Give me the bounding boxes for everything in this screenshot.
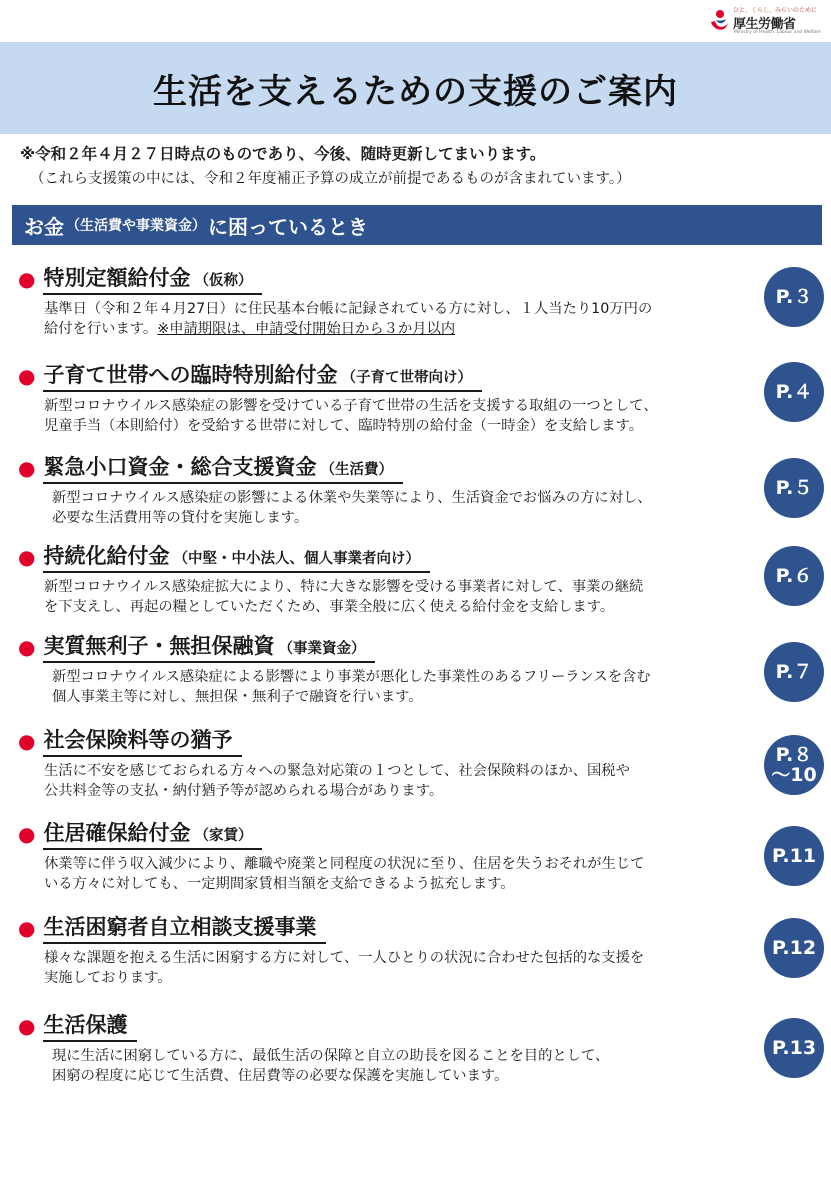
section-header-part2: （生活費や事業資金）	[66, 218, 206, 234]
item-title: 生活困窮者自立相談支援事業	[43, 911, 326, 944]
support-item-interest-free-loan	[18, 630, 738, 707]
item-title: 住居確保給付金 （家賃）	[43, 817, 262, 850]
page-ref-3[interactable]: P.３	[764, 267, 824, 327]
logo-tagline: ひと、くらし、みらいのために	[733, 7, 818, 14]
item-description: 基準日（令和２年４月27日）に住民基本台帳に記録されている方に対し、１人当たり10万円の 給付を行います。※申請期限は、申請受付開始日から３か月以内	[44, 301, 653, 337]
section-header-part1: お金	[24, 214, 64, 239]
support-item-independence-consultation	[18, 911, 738, 988]
page-ref-7[interactable]: P.７	[764, 642, 824, 702]
support-item-emergency-loan	[18, 451, 738, 528]
bullet-icon: ●	[18, 1014, 36, 1038]
item-description: 現に生活に困窮している方に、最低生活の保障と自立の助長を図ることを目的として、 困窮の程度に応じて生活費、住居費等の必要な保護を実施しています。	[52, 1048, 610, 1084]
section-header-part3: に困っているとき	[208, 214, 368, 239]
item-description: 新型コロナウイルス感染症拡大により、特に大きな影響を受ける事業者に対して、事業の継続 を下支えし、再起の糧としていただくため、事業全般に広く使える給付金を支給します。	[44, 579, 644, 615]
item-description: 休業等に伴う収入減少により、離職や廃業と同程度の状況に至り、住居を失うおそれが生じて いる方々に対しても、一定期間家賃相当額を支給できるよう拡充します。	[44, 856, 645, 892]
bullet-icon: ●	[18, 364, 36, 388]
page-ref-5[interactable]: P.５	[764, 458, 824, 518]
page-ref-4[interactable]: P.４	[764, 362, 824, 422]
bullet-icon: ●	[18, 545, 36, 569]
item-title: 社会保険料等の猶予	[43, 724, 242, 757]
item-title: 実質無利子・無担保融資 （事業資金）	[43, 630, 375, 663]
bullet-icon: ●	[18, 267, 36, 291]
update-note: ※令和２年４月２７日時点のものであり、今後、随時更新してまいります。	[20, 145, 546, 163]
page-ref-6[interactable]: P.６	[764, 546, 824, 606]
section-header-money	[12, 205, 822, 245]
item-title: 生活保護	[43, 1009, 137, 1042]
page-ref-12[interactable]: P.12	[764, 918, 824, 978]
budget-note: （これら支援策の中には、令和２年度補正予算の成立が前提であるものが含まれています。）	[30, 171, 631, 187]
title-banner	[0, 42, 831, 134]
page-ref-8-10[interactable]: P.８ ～10	[764, 735, 824, 795]
page-ref-13[interactable]: P.13	[764, 1018, 824, 1078]
support-item-public-assistance	[18, 1009, 738, 1086]
logo-name: 厚生労働省	[733, 17, 796, 32]
item-description: 様々な課題を抱える生活に困窮する方に対して、一人ひとりの状況に合わせた包括的な支援を 実施しております。	[44, 950, 645, 986]
support-item-housing-benefit	[18, 817, 738, 894]
bullet-icon: ●	[18, 729, 36, 753]
page-ref-11[interactable]: P.11	[764, 826, 824, 886]
item-description: 生活に不安を感じておられる方々への緊急対応策の１つとして、社会保険料のほか、国税や 公共料金等の支払・納付猶予等が認められる場合があります。	[44, 763, 630, 799]
item-description: 新型コロナウイルス感染症の影響による休業や失業等により、生活資金でお悩みの方に対し、 必要な生活費用等の貸付を実施します。	[52, 490, 652, 526]
bullet-icon: ●	[18, 635, 36, 659]
item-title: 持続化給付金 （中堅・中小法人、個人事業者向け）	[43, 540, 430, 573]
bullet-icon: ●	[18, 822, 36, 846]
logo-english: Ministry of Health, Labour and Welfare	[734, 30, 821, 35]
item-title: 特別定額給付金 （仮称）	[43, 262, 262, 295]
page-title: 生活を支えるための支援のご案内	[153, 71, 678, 112]
deadline-note: ※申請期限は、申請受付開始日から３か月以内	[157, 321, 456, 337]
support-item-child-rearing	[18, 359, 738, 436]
support-item-special-benefit	[18, 262, 738, 339]
item-description: 新型コロナウイルス感染症の影響を受けている子育て世帯の生活を支援する取組の一つとして、 児童手当（本則給付）を受給する世帯に対して、臨時特別の給付金（一時金）を支給します。	[44, 398, 658, 434]
mhlw-logo	[707, 4, 825, 38]
item-title: 緊急小口資金・総合支援資金 （生活費）	[43, 451, 403, 484]
item-description: 新型コロナウイルス感染症による影響により事業が悪化した事業性のあるフリーランスを含む 個人事業主等に対し、無担保・無利子で融資を行います。	[52, 669, 651, 705]
mhlw-logo-icon	[707, 8, 731, 36]
item-title: 子育て世帯への臨時特別給付金 （子育て世帯向け）	[43, 359, 482, 392]
bullet-icon: ●	[18, 456, 36, 480]
bullet-icon: ●	[18, 916, 36, 940]
support-item-sustainability	[18, 540, 738, 617]
support-item-social-insurance-deferral	[18, 724, 738, 801]
